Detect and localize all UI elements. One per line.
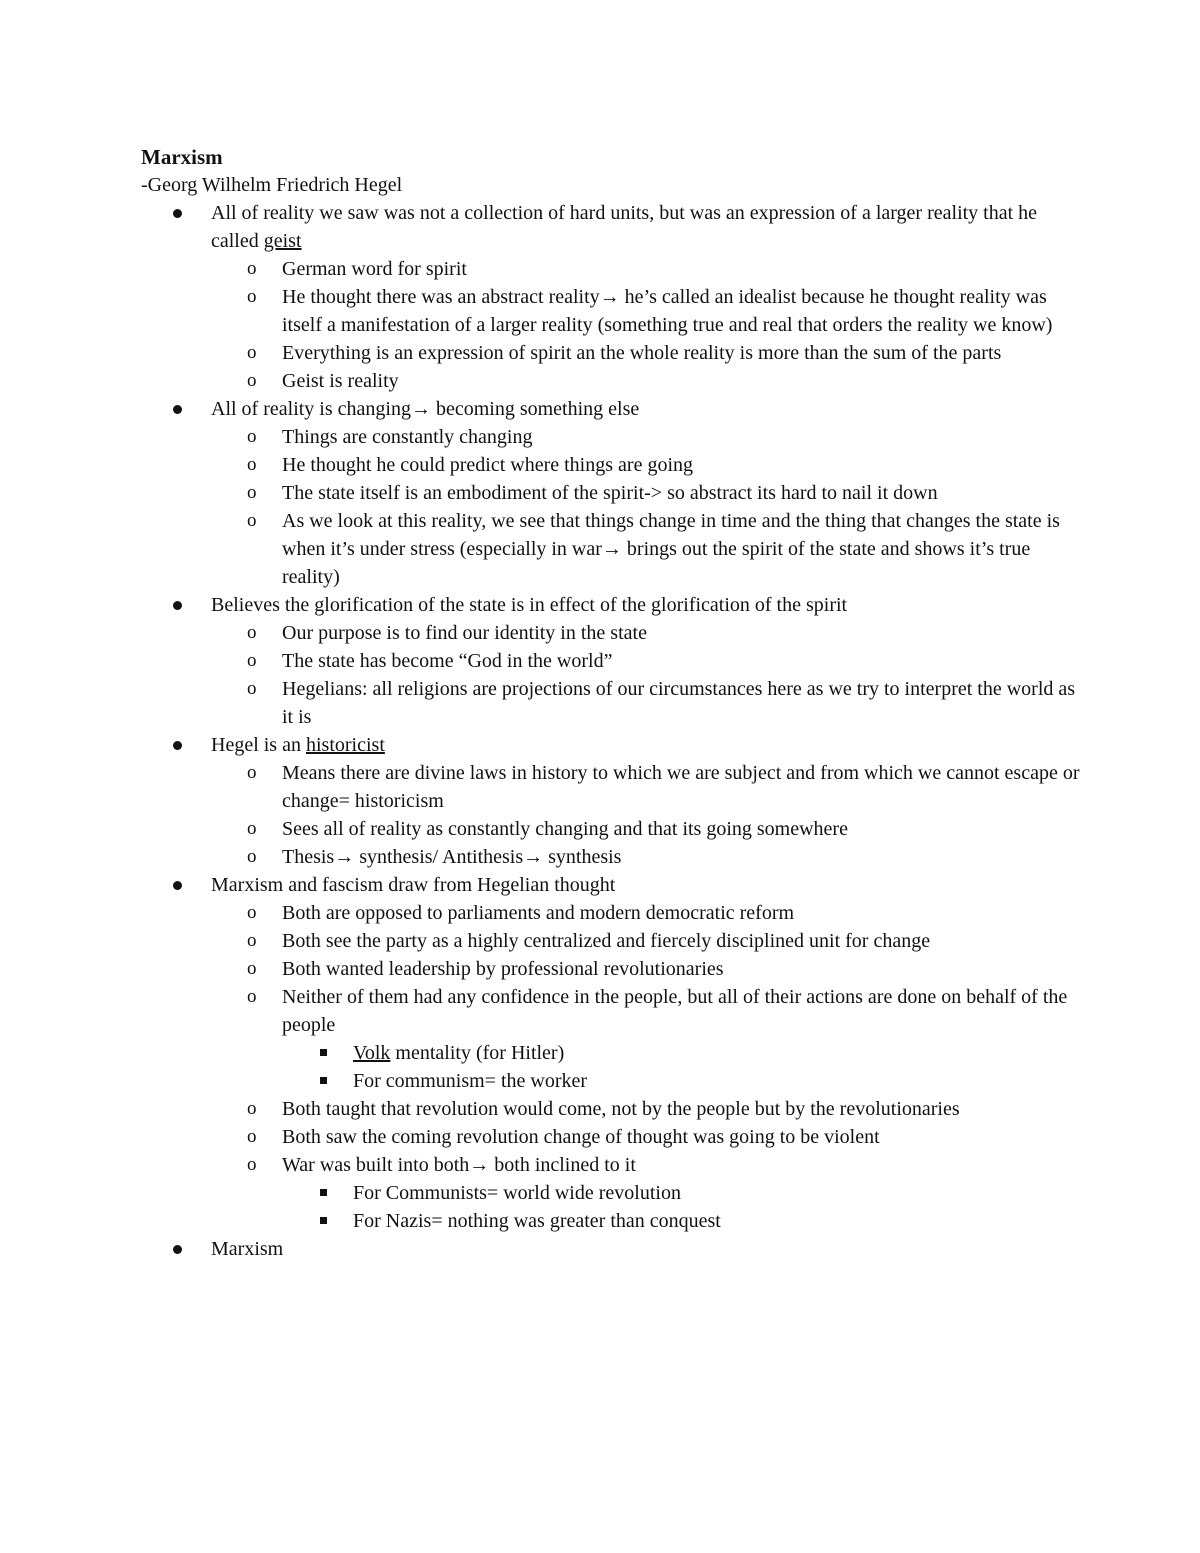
circle-bullet-icon: o: [247, 986, 257, 1007]
sub-item: [211, 815, 1081, 843]
circle-bullet-icon: o: [247, 1098, 257, 1119]
item-text: Marxism: [211, 1238, 284, 1260]
sub-list: [211, 619, 1081, 731]
sub-item: [211, 339, 1081, 367]
circle-bullet-icon: o: [247, 958, 257, 979]
underlined-term: Volk: [353, 1042, 391, 1064]
sub-item: [211, 1123, 1081, 1151]
sub-item: [211, 283, 1081, 339]
circle-bullet-icon: o: [247, 1154, 257, 1175]
sub-sub-list: [282, 1039, 1081, 1095]
sub-item-text: Sees all of reality as constantly changing and that its going somewhere: [282, 818, 848, 840]
circle-bullet-icon: o: [247, 510, 257, 531]
sub-item: [211, 255, 1081, 283]
circle-bullet-icon: o: [247, 426, 257, 447]
list-item: [141, 1235, 1081, 1263]
sub-list: [211, 759, 1081, 871]
sub-sub-item-text: For Nazis= nothing was greater than conquest: [353, 1210, 721, 1232]
circle-bullet-icon: o: [247, 650, 257, 671]
document-body: [141, 143, 1081, 1263]
sub-item-text: War was built into both→ both inclined to it: [282, 1154, 636, 1176]
sub-item-text: Both taught that revolution would come, not by the people but by the revolutionaries: [282, 1098, 960, 1120]
sub-item: [211, 1151, 1081, 1235]
circle-bullet-icon: o: [247, 370, 257, 391]
item-text: All of reality we saw was not a collection of hard units, but was an expression of a larger reality that he called: [211, 202, 1038, 252]
sub-item: [211, 983, 1081, 1095]
sub-item-text: Our purpose is to find our identity in the state: [282, 622, 647, 644]
sub-item: [211, 899, 1081, 927]
list-item: [141, 395, 1081, 591]
list-item: [141, 199, 1081, 395]
circle-bullet-icon: o: [247, 454, 257, 475]
sub-item-text: Both wanted leadership by professional revolutionaries: [282, 958, 724, 980]
sub-item: [211, 367, 1081, 395]
bullet-list: [141, 199, 1081, 1263]
circle-bullet-icon: o: [247, 258, 257, 279]
circle-bullet-icon: o: [247, 482, 257, 503]
sub-item: [211, 843, 1081, 871]
sub-item-text: The state has become “God in the world”: [282, 650, 613, 672]
sub-item-text: The state itself is an embodiment of the spirit-> so abstract its hard to nail it down: [282, 482, 938, 504]
circle-bullet-icon: o: [247, 902, 257, 923]
underlined-term: geist: [263, 230, 302, 252]
sub-item: [211, 675, 1081, 731]
sub-item-text: Thesis→ synthesis/ Antithesis→ synthesis: [282, 846, 622, 868]
sub-list: [211, 255, 1081, 395]
sub-item-text: German word for spirit: [282, 258, 467, 280]
sub-list: [211, 423, 1081, 591]
sub-item: [211, 507, 1081, 591]
sub-item-text: Everything is an expression of spirit an the whole reality is more than the sum of the parts: [282, 342, 1002, 364]
item-text: All of reality is changing→ becoming something else: [211, 398, 640, 420]
list-item: [141, 591, 1081, 731]
circle-bullet-icon: o: [247, 1126, 257, 1147]
sub-item-text: As we look at this reality, we see that things change in time and the thing that changes the state is when it’s under stress (especially in war→ brings out the spirit of the state and shows it’s true reality): [282, 510, 1060, 588]
circle-bullet-icon: o: [247, 622, 257, 643]
sub-item-text: Neither of them had any confidence in the people, but all of their actions are done on behalf of the people: [282, 986, 1068, 1036]
circle-bullet-icon: o: [247, 286, 257, 307]
sub-item-text: He thought there was an abstract reality→ he’s called an idealist because he thought reality was itself a manifestation of a larger reality (something true and real that orders the reality we know): [282, 286, 1053, 336]
sub-item: [211, 927, 1081, 955]
circle-bullet-icon: o: [247, 678, 257, 699]
sub-sub-item-text: mentality (for Hitler): [390, 1042, 565, 1064]
sub-item: [211, 479, 1081, 507]
item-text: Marxism and fascism draw from Hegelian thought: [211, 874, 616, 896]
sub-item: [211, 647, 1081, 675]
sub-item-text: He thought he could predict where things are going: [282, 454, 693, 476]
circle-bullet-icon: o: [247, 762, 257, 783]
sub-item: [211, 1095, 1081, 1123]
sub-item-text: Both saw the coming revolution change of thought was going to be violent: [282, 1126, 880, 1148]
circle-bullet-icon: o: [247, 818, 257, 839]
sub-item: [211, 451, 1081, 479]
sub-item-text: Things are constantly changing: [282, 426, 533, 448]
sub-item-text: Hegelians: all religions are projections of our circumstances here as we try to interpret the world as it is: [282, 678, 1076, 728]
sub-sub-item-text: For communism= the worker: [353, 1070, 588, 1092]
sub-sub-list: [282, 1179, 1081, 1235]
document-title: Marxism: [141, 145, 223, 169]
circle-bullet-icon: o: [247, 930, 257, 951]
sub-item: [211, 423, 1081, 451]
sub-item-text: Geist is reality: [282, 370, 399, 392]
circle-bullet-icon: o: [247, 342, 257, 363]
sub-item-text: Both see the party as a highly centralized and fiercely disciplined unit for change: [282, 930, 931, 952]
intro-line: -Georg Wilhelm Friedrich Hegel: [141, 174, 403, 196]
sub-sub-item: [282, 1179, 1081, 1207]
sub-item: [211, 759, 1081, 815]
list-item: [141, 731, 1081, 871]
underlined-term: historicist: [305, 734, 385, 756]
sub-list: [211, 899, 1081, 1235]
item-text: Believes the glorification of the state is in effect of the glorification of the spirit: [211, 594, 848, 616]
sub-item-text: Both are opposed to parliaments and modern democratic reform: [282, 902, 795, 924]
list-item: [141, 871, 1081, 1235]
sub-sub-item: [282, 1207, 1081, 1235]
sub-sub-item-text: For Communists= world wide revolution: [353, 1182, 681, 1204]
sub-sub-item: [282, 1039, 1081, 1067]
sub-sub-item: [282, 1067, 1081, 1095]
sub-item: [211, 619, 1081, 647]
circle-bullet-icon: o: [247, 846, 257, 867]
sub-item-text: Means there are divine laws in history to which we are subject and from which we cannot escape or change= historicism: [282, 762, 1080, 812]
sub-item: [211, 955, 1081, 983]
item-text: Hegel is an: [211, 734, 306, 756]
